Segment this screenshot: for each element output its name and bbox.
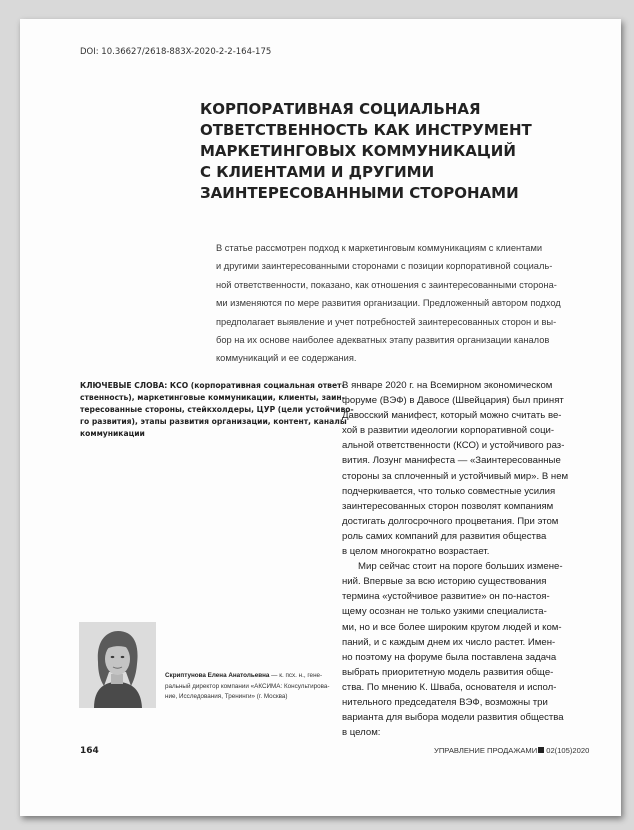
keywords-line: ственность), маркетинговые коммуникации, клиенты, заин- xyxy=(80,393,345,402)
body-line: нительного председателя ВЭФ, возможны три xyxy=(342,696,548,708)
author-info xyxy=(165,671,330,703)
body-line: В январе 2020 г. на Всемирном экономическом xyxy=(342,380,553,391)
article-title xyxy=(200,99,570,204)
keywords-line: КЛЮЧЕВЫЕ СЛОВА: КСО (корпоративная социальная ответ- xyxy=(80,381,345,390)
abstract-line: бор на их основе наиболее адекватных этапу развития организации каналов xyxy=(216,335,550,346)
body-line: ства. По мнению К. Шваба, основателя и испол- xyxy=(342,681,557,693)
abstract-line: ной ответственности, показано, как отношения с заинтересованными сторона- xyxy=(216,279,557,290)
body-line: но поэтому на форуме была поставлена задача xyxy=(342,651,557,663)
body-line: щему осознан не только узкими специалиста- xyxy=(342,606,547,618)
title-line: ЗАИНТЕРЕСОВАННЫМИ СТОРОНАМИ xyxy=(200,184,519,202)
body-line: Мир сейчас стоит на пороге больших измене- xyxy=(358,561,563,573)
body-line: выбрать приоритетную модель развития обще- xyxy=(342,666,554,678)
journal-name: УПРАВЛЕНИЕ ПРОДАЖАМИ xyxy=(434,746,538,755)
author-name: Скриптунова Елена Анатольевна xyxy=(165,672,270,679)
body-line: термина «устойчивое развитие» он по-настоя- xyxy=(342,591,550,603)
title-line: МАРКЕТИНГОВЫХ КОММУНИКАЦИЙ xyxy=(200,142,516,160)
title-line: С КЛИЕНТАМИ И ДРУГИМИ xyxy=(200,163,435,181)
body-line: ний. Впервые за всю историю существования xyxy=(342,576,547,588)
body-line: ми, но и все более широким кругом людей и ком- xyxy=(342,621,562,633)
body-line: достигать долгосрочного процветания. При этом xyxy=(342,515,559,527)
abstract-line: коммуникаций и ее содержания. xyxy=(216,353,357,364)
body-line: заинтересованных сторон позволят компаниям xyxy=(342,500,554,512)
author-photo xyxy=(79,622,156,708)
journal-footer xyxy=(434,746,589,755)
author-portrait-icon xyxy=(79,622,156,708)
body-line: форуме (ВЭФ) в Давосе (Швейцария) был принят xyxy=(342,395,564,407)
doi-line: DOI: 10.36627/2618-883X-2020-2-2-164-175 xyxy=(80,47,272,57)
body-line: паний, и с каждым днем их число растет. Имен- xyxy=(342,636,556,648)
abstract-line: предполагает выявление и учет потребностей заинтересованных сторон и вы- xyxy=(216,316,557,327)
body-line: стороны за сплоченный и устойчивый мир». В нем xyxy=(342,470,569,482)
page-number: 164 xyxy=(80,746,99,756)
keywords-line: коммуникации xyxy=(80,429,145,438)
abstract xyxy=(216,239,588,368)
keywords-block xyxy=(80,380,354,440)
journal-issue: 02(105)2020 xyxy=(546,746,590,755)
keywords-line: го развития), этапы развития организации, контент, каналы xyxy=(80,417,347,426)
body-line: вития. Лозунг манифеста — «Заинтересованные xyxy=(342,455,561,467)
author-line: ние, Исследования, Тренинги» (г. Москва) xyxy=(165,693,288,701)
body-line: в целом многократно возрастает. xyxy=(342,546,490,558)
body-paragraph xyxy=(342,378,592,559)
title-line: ОТВЕТСТВЕННОСТЬ КАК ИНСТРУМЕНТ xyxy=(200,121,532,139)
separator-square-icon xyxy=(538,747,544,753)
body-line: варианта для выбора модели развития общества xyxy=(342,712,564,724)
author-line: ральный директор компании «АКСИМА: Консультирова- xyxy=(165,682,330,690)
title-line: КОРПОРАТИВНАЯ СОЦИАЛЬНАЯ xyxy=(200,100,481,118)
body-line: альной ответственности (КСО) и устойчивого раз- xyxy=(342,440,565,452)
body-line: подчеркивается, что только совместные усилия xyxy=(342,485,556,497)
body-text xyxy=(342,378,592,740)
author-line xyxy=(165,671,323,682)
body-paragraph xyxy=(342,559,592,740)
abstract-line: В статье рассмотрен подход к маркетинговым коммуникациям с клиентами xyxy=(216,243,543,253)
journal-page xyxy=(20,19,621,816)
abstract-line: ми изменяются по мере развития организации. Предложенный автором подход xyxy=(216,298,561,309)
keywords-line: тересованные стороны, стейкхолдеры, ЦУР (цели устойчиво- xyxy=(80,405,354,414)
body-line: хой в развитии идеологии корпоративной соци- xyxy=(342,425,555,437)
body-line: Давосский манифест, который можно считать ве- xyxy=(342,410,562,422)
body-line: роль самих компаний для развития общества xyxy=(342,530,547,542)
author-degree: — к. псх. н., гене- xyxy=(269,672,323,679)
body-line: в целом: xyxy=(342,727,381,739)
abstract-line: и другими заинтересованными сторонами с позиции корпоративной социаль- xyxy=(216,261,553,272)
